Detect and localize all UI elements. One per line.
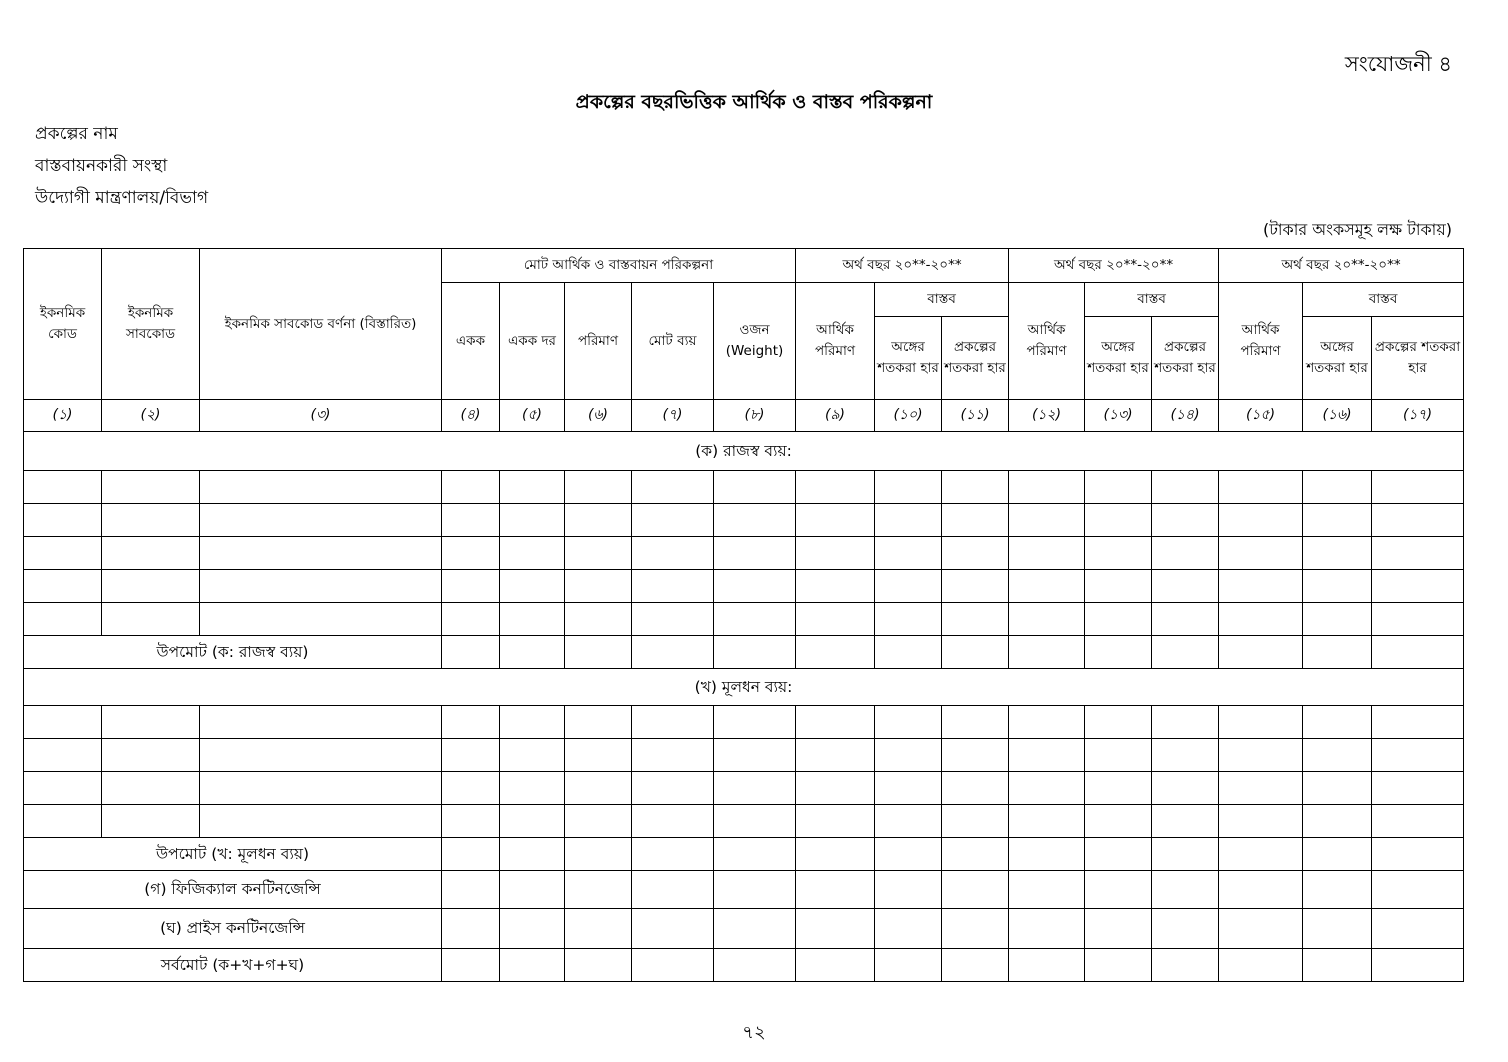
column-number: (৭) — [632, 400, 714, 432]
table-cell — [1152, 805, 1219, 838]
table-cell — [500, 471, 565, 504]
table-cell — [1303, 949, 1372, 982]
table-cell — [1009, 570, 1085, 603]
table-cell — [1372, 471, 1464, 504]
table-cell — [24, 739, 102, 772]
table-cell — [1219, 504, 1303, 537]
table-cell — [24, 772, 102, 805]
header-fiscal-year-3: অর্থ বছর ২০**-২০** — [1219, 249, 1464, 283]
table-cell — [714, 949, 796, 982]
header-physical-3: বাস্তব — [1303, 283, 1464, 317]
table-cell — [714, 537, 796, 570]
table-cell — [714, 504, 796, 537]
table-cell — [500, 949, 565, 982]
table-cell — [442, 739, 500, 772]
table-row — [24, 805, 1464, 838]
table-cell — [1372, 636, 1464, 669]
table-cell — [632, 838, 714, 871]
table-cell — [875, 772, 942, 805]
table-cell — [1152, 706, 1219, 739]
table-cell — [1372, 504, 1464, 537]
table-cell — [500, 504, 565, 537]
table-cell — [714, 909, 796, 949]
meta-implementing-agency: বাস্তবায়নকারী সংস্থা — [35, 156, 168, 176]
table-row — [24, 636, 1464, 669]
table-cell — [1152, 739, 1219, 772]
table-cell — [796, 739, 875, 772]
table-cell — [1009, 603, 1085, 636]
table-cell — [102, 603, 200, 636]
table-cell — [24, 537, 102, 570]
header-economic-subcode: ইকনমিক সাবকোড — [102, 249, 200, 400]
table-cell — [1085, 537, 1152, 570]
table-cell — [1303, 739, 1372, 772]
table-cell — [1219, 909, 1303, 949]
table-cell — [942, 504, 1009, 537]
table-cell — [1219, 739, 1303, 772]
section-row — [24, 432, 1464, 471]
table-cell — [875, 504, 942, 537]
table-cell — [1303, 772, 1372, 805]
table-cell — [1372, 706, 1464, 739]
table-cell — [632, 805, 714, 838]
table-cell — [1303, 636, 1372, 669]
table-cell — [442, 949, 500, 982]
table-row — [24, 909, 1464, 949]
column-number: (১১) — [942, 400, 1009, 432]
table-cell — [200, 570, 442, 603]
table-cell — [1009, 636, 1085, 669]
table-cell — [442, 805, 500, 838]
table-cell — [1152, 949, 1219, 982]
table-cell — [1009, 871, 1085, 909]
table-cell — [500, 838, 565, 871]
table-row — [24, 471, 1464, 504]
plan-table — [23, 248, 1464, 982]
table-cell — [102, 471, 200, 504]
header-item-percent-1: অঙ্গের শতকরা হার — [875, 317, 942, 400]
header-quantity: পরিমাণ — [565, 283, 632, 400]
table-cell — [500, 706, 565, 739]
table-cell — [1009, 504, 1085, 537]
table-cell — [1009, 471, 1085, 504]
column-number: (১৭) — [1372, 400, 1464, 432]
table-cell — [1152, 603, 1219, 636]
table-cell — [1303, 805, 1372, 838]
table-cell — [1219, 706, 1303, 739]
table-cell — [442, 603, 500, 636]
header-unit-rate: একক দর — [500, 283, 565, 400]
table-cell — [500, 772, 565, 805]
header-physical-2: বাস্তব — [1085, 283, 1219, 317]
table-cell — [1085, 805, 1152, 838]
table-cell — [24, 706, 102, 739]
column-number: (৮) — [714, 400, 796, 432]
table-cell — [875, 871, 942, 909]
table-cell — [1085, 636, 1152, 669]
table-cell — [1303, 570, 1372, 603]
table-cell — [1303, 706, 1372, 739]
table-cell — [565, 838, 632, 871]
table-cell — [796, 909, 875, 949]
header-unit: একক — [442, 283, 500, 400]
table-cell — [632, 772, 714, 805]
header-economic-code: ইকনমিক কোড — [24, 249, 102, 400]
table-cell — [1303, 603, 1372, 636]
table-cell — [942, 805, 1009, 838]
header-financial-amount-1: আর্থিক পরিমাণ — [796, 283, 875, 400]
table-cell — [875, 603, 942, 636]
table-cell — [442, 504, 500, 537]
table-cell — [796, 871, 875, 909]
table-cell — [1009, 537, 1085, 570]
table-cell — [1152, 838, 1219, 871]
column-number: (৬) — [565, 400, 632, 432]
table-cell — [942, 570, 1009, 603]
table-cell — [1009, 739, 1085, 772]
header-project-percent-3: প্রকল্পের শতকরা হার — [1372, 317, 1464, 400]
table-cell — [632, 636, 714, 669]
table-cell — [102, 537, 200, 570]
table-cell — [565, 871, 632, 909]
column-number: (১৩) — [1085, 400, 1152, 432]
table-cell — [1303, 909, 1372, 949]
header-total-cost: মোট ব্যয় — [632, 283, 714, 400]
table-cell — [565, 537, 632, 570]
table-cell — [632, 706, 714, 739]
table-cell — [875, 909, 942, 949]
column-number: (৯) — [796, 400, 875, 432]
table-cell — [714, 871, 796, 909]
row-label-price_contingency: (ঘ) প্রাইস কনটিনজেন্সি — [24, 909, 442, 949]
table-cell — [442, 772, 500, 805]
table-cell — [632, 471, 714, 504]
table-cell — [1085, 706, 1152, 739]
table-cell — [942, 772, 1009, 805]
row-label-physical_contingency: (গ) ফিজিক্যাল কনটিনজেন্সি — [24, 871, 442, 909]
table-cell — [1372, 949, 1464, 982]
table-cell — [1085, 949, 1152, 982]
table-cell — [796, 504, 875, 537]
table-cell — [1009, 805, 1085, 838]
table-cell — [942, 636, 1009, 669]
table-cell — [102, 739, 200, 772]
table-cell — [442, 838, 500, 871]
table-cell — [1303, 504, 1372, 537]
table-cell — [714, 636, 796, 669]
page-number: ৭২ — [742, 1022, 766, 1043]
table-cell — [942, 706, 1009, 739]
table-cell — [796, 471, 875, 504]
table-cell — [565, 772, 632, 805]
table-cell — [565, 706, 632, 739]
column-number: (১৫) — [1219, 400, 1303, 432]
table-cell — [500, 537, 565, 570]
table-cell — [565, 805, 632, 838]
table-cell — [1219, 805, 1303, 838]
table-cell — [200, 537, 442, 570]
row-label-capital_subtotal: উপমোট (খ: মূলধন ব্যয়) — [24, 838, 442, 871]
table-cell — [565, 909, 632, 949]
table-cell — [1372, 537, 1464, 570]
table-cell — [565, 739, 632, 772]
section-row — [24, 669, 1464, 706]
table-cell — [1152, 772, 1219, 805]
table-row — [24, 949, 1464, 982]
table-cell — [1372, 603, 1464, 636]
table-cell — [1085, 739, 1152, 772]
header-subcode-description: ইকনমিক সাবকোড বর্ণনা (বিস্তারিত) — [200, 249, 442, 400]
table-cell — [942, 739, 1009, 772]
table-row — [24, 504, 1464, 537]
table-cell — [796, 949, 875, 982]
table-cell — [1009, 838, 1085, 871]
table-row — [24, 603, 1464, 636]
table-cell — [1303, 537, 1372, 570]
table-cell — [1085, 504, 1152, 537]
table-cell — [796, 636, 875, 669]
table-cell — [1372, 838, 1464, 871]
annex-label: সংযোজনী ৪ — [1344, 52, 1452, 76]
table-cell — [942, 471, 1009, 504]
table-cell — [1219, 838, 1303, 871]
table-cell — [1372, 739, 1464, 772]
table-cell — [200, 805, 442, 838]
column-number: (৫) — [500, 400, 565, 432]
table-cell — [500, 909, 565, 949]
meta-project-name: প্রকল্পের নাম — [35, 124, 118, 144]
table-cell — [200, 504, 442, 537]
table-cell — [796, 772, 875, 805]
table-cell — [875, 949, 942, 982]
table-cell — [714, 838, 796, 871]
table-cell — [875, 570, 942, 603]
table-row — [24, 838, 1464, 871]
section-label-capital: (খ) মূলধন ব্যয়: — [24, 669, 1464, 706]
table-cell — [442, 636, 500, 669]
header-project-percent-2: প্রকল্পের শতকরা হার — [1152, 317, 1219, 400]
table-cell — [500, 739, 565, 772]
table-row — [24, 739, 1464, 772]
table-cell — [102, 504, 200, 537]
table-cell — [632, 871, 714, 909]
table-row — [24, 871, 1464, 909]
table-row — [24, 706, 1464, 739]
header-weight: ওজন (Weight) — [714, 283, 796, 400]
table-cell — [500, 805, 565, 838]
table-cell — [200, 603, 442, 636]
table-cell — [875, 706, 942, 739]
row-label-revenue_subtotal: উপমোট (ক: রাজস্ব ব্যয়) — [24, 636, 442, 669]
table-cell — [565, 471, 632, 504]
column-number: (৩) — [200, 400, 442, 432]
table-cell — [875, 471, 942, 504]
table-cell — [200, 739, 442, 772]
table-cell — [1303, 871, 1372, 909]
table-cell — [442, 471, 500, 504]
table-cell — [24, 504, 102, 537]
table-cell — [714, 772, 796, 805]
table-cell — [1372, 772, 1464, 805]
table-cell — [500, 603, 565, 636]
table-cell — [942, 949, 1009, 982]
table-cell — [1303, 838, 1372, 871]
table-cell — [1009, 949, 1085, 982]
table-cell — [632, 504, 714, 537]
header-item-percent-2: অঙ্গের শতকরা হার — [1085, 317, 1152, 400]
table-cell — [942, 603, 1009, 636]
header-project-percent-1: প্রকল্পের শতকরা হার — [942, 317, 1009, 400]
table-cell — [1219, 871, 1303, 909]
table-cell — [565, 636, 632, 669]
table-cell — [24, 570, 102, 603]
table-cell — [442, 706, 500, 739]
column-number-row — [24, 400, 1464, 432]
meta-sponsoring-ministry: উদ্যোগী মান্ত্রণালয়/বিভাগ — [35, 188, 209, 208]
table-cell — [875, 537, 942, 570]
table-cell — [1219, 636, 1303, 669]
table-cell — [714, 570, 796, 603]
table-cell — [1152, 871, 1219, 909]
table-cell — [1009, 706, 1085, 739]
table-cell — [875, 636, 942, 669]
table-cell — [714, 471, 796, 504]
table-cell — [24, 603, 102, 636]
header-item-percent-3: অঙ্গের শতকরা হার — [1303, 317, 1372, 400]
table-cell — [632, 537, 714, 570]
table-row — [24, 570, 1464, 603]
table-cell — [796, 603, 875, 636]
table-cell — [102, 772, 200, 805]
table-cell — [1009, 772, 1085, 805]
table-cell — [1219, 603, 1303, 636]
table-cell — [942, 838, 1009, 871]
table-cell — [1219, 772, 1303, 805]
column-number: (১৪) — [1152, 400, 1219, 432]
header-fiscal-year-1: অর্থ বছর ২০**-২০** — [796, 249, 1009, 283]
table-cell — [24, 805, 102, 838]
table-cell — [1372, 871, 1464, 909]
table-cell — [442, 909, 500, 949]
table-cell — [875, 739, 942, 772]
header-financial-amount-2: আর্থিক পরিমাণ — [1009, 283, 1085, 400]
table-cell — [632, 603, 714, 636]
table-cell — [442, 537, 500, 570]
table-cell — [1152, 504, 1219, 537]
table-cell — [632, 909, 714, 949]
table-cell — [1152, 471, 1219, 504]
table-cell — [1085, 471, 1152, 504]
table-cell — [1085, 772, 1152, 805]
page-title: প্রকল্পের বছরভিত্তিক আর্থিক ও বাস্তব পরিকল্পনা — [575, 91, 933, 113]
table-cell — [796, 838, 875, 871]
table-cell — [1219, 949, 1303, 982]
table-cell — [714, 603, 796, 636]
table-cell — [565, 570, 632, 603]
table-cell — [1219, 537, 1303, 570]
table-cell — [1152, 570, 1219, 603]
table-row — [24, 772, 1464, 805]
table-cell — [102, 805, 200, 838]
column-number: (১২) — [1009, 400, 1085, 432]
table-cell — [796, 570, 875, 603]
table-cell — [442, 871, 500, 909]
table-cell — [565, 603, 632, 636]
table-cell — [632, 949, 714, 982]
table-cell — [875, 838, 942, 871]
unit-note: (টাকার অংকসমূহ লক্ষ টাকায়) — [1262, 220, 1452, 239]
table-cell — [102, 570, 200, 603]
table-cell — [875, 805, 942, 838]
table-cell — [565, 949, 632, 982]
table-cell — [102, 706, 200, 739]
table-cell — [714, 739, 796, 772]
table-cell — [565, 504, 632, 537]
row-label-grand_total: সর্বমোট (ক+খ+গ+ঘ) — [24, 949, 442, 982]
table-cell — [1152, 909, 1219, 949]
table-cell — [1372, 805, 1464, 838]
section-label-revenue: (ক) রাজস্ব ব্যয়: — [24, 432, 1464, 471]
table-cell — [500, 871, 565, 909]
column-number: (১০) — [875, 400, 942, 432]
column-number: (৪) — [442, 400, 500, 432]
table-cell — [1009, 909, 1085, 949]
column-number: (১৬) — [1303, 400, 1372, 432]
table-cell — [796, 805, 875, 838]
table-cell — [632, 570, 714, 603]
table-cell — [1085, 838, 1152, 871]
table-cell — [1085, 570, 1152, 603]
table-cell — [1085, 909, 1152, 949]
header-fiscal-year-2: অর্থ বছর ২০**-২০** — [1009, 249, 1219, 283]
header-total-plan: মোট আর্থিক ও বাস্তবায়ন পরিকল্পনা — [442, 249, 796, 283]
header-financial-amount-3: আর্থিক পরিমাণ — [1219, 283, 1303, 400]
table-cell — [714, 805, 796, 838]
table-cell — [942, 909, 1009, 949]
table-row — [24, 537, 1464, 570]
table-cell — [796, 537, 875, 570]
table-cell — [24, 471, 102, 504]
table-cell — [200, 772, 442, 805]
table-cell — [1085, 603, 1152, 636]
table-cell — [1219, 570, 1303, 603]
table-cell — [442, 570, 500, 603]
table-cell — [714, 706, 796, 739]
table-cell — [1372, 570, 1464, 603]
table-cell — [942, 871, 1009, 909]
table-cell — [1219, 471, 1303, 504]
table-cell — [1303, 471, 1372, 504]
column-number: (১) — [24, 400, 102, 432]
table-cell — [1152, 537, 1219, 570]
table-cell — [200, 706, 442, 739]
table-cell — [200, 471, 442, 504]
header-physical-1: বাস্তব — [875, 283, 1009, 317]
table-cell — [1152, 636, 1219, 669]
table-cell — [796, 706, 875, 739]
table-cell — [632, 739, 714, 772]
table-cell — [500, 570, 565, 603]
table-cell — [1085, 871, 1152, 909]
table-cell — [942, 537, 1009, 570]
table-cell — [500, 636, 565, 669]
table-cell — [1372, 909, 1464, 949]
column-number: (২) — [102, 400, 200, 432]
